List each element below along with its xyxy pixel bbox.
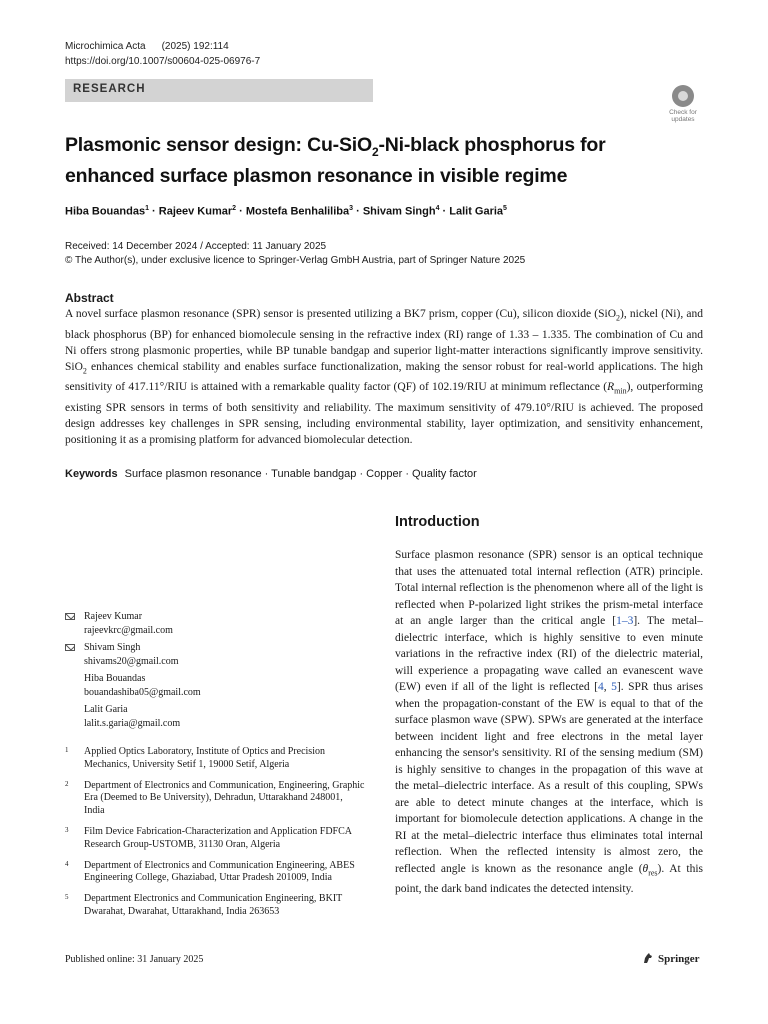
affiliation-item [65,893,365,919]
contact-email[interactable]: bouandashiba05@gmail.com [84,686,201,698]
affiliations-list [65,746,365,927]
affiliation-number: 5 [65,893,69,902]
keywords-label: Keywords [65,468,118,480]
keywords-text: Surface plasmon resonance · Tunable bandgap · Copper · Quality factor [124,468,477,480]
citation-link[interactable]: 1–3 [616,615,634,627]
springer-horse-icon [642,952,654,964]
affiliation-number: 2 [65,779,69,788]
affiliation-item [65,780,365,818]
contact-entry [65,703,365,730]
author-name[interactable]: Rajeev Kumar [158,205,233,218]
affiliation-text: Department of Electronics and Communication Engineering, ABES Engineering College, Ghaziabad, Uttar Pradesh 201009, India [84,859,355,884]
contact-email[interactable]: shivams20@gmail.com [84,655,179,667]
article-type-banner [65,79,373,102]
contact-name: Rajeev Kumar [84,611,143,622]
keywords [65,468,477,480]
affiliation-number: 1 [65,746,69,754]
doi-link[interactable]: https://doi.org/10.1007/s00604-025-06976-7 [65,56,261,67]
citation-link[interactable]: 5 [611,681,617,693]
envelope-icon [65,613,75,620]
received-accepted-dates: Received: 14 December 2024 / Accepted: 11 January 2025 [65,241,327,252]
contact-name: Shivam Singh [84,642,141,653]
contact-name: Lalit Garia [84,704,128,715]
affiliation-item [65,860,365,886]
author-name[interactable]: Mostefa Benhaliliba [245,205,350,218]
check-updates-line2: updates [671,116,695,123]
copyright-notice: © The Author(s), under exclusive licence to Springer-Verlag GmbH Austria, part of Springer Nature 2025 [65,255,526,266]
abstract-heading: Abstract [65,291,114,305]
journal-name: Microchimica Acta [65,41,146,52]
contact-entry [65,641,365,668]
check-updates-icon [672,85,694,107]
envelope-icon [65,644,75,651]
journal-citation [65,41,229,52]
author-name[interactable]: Hiba Bouandas [65,205,146,218]
abstract-body: A novel surface plasmon resonance (SPR) sensor is presented utilizing a BK7 prism, copper (Cu), silicon dioxide (SiO$_2$), nickel (Ni), and black phosphorus (BP) for enhanced biomolecule sensing in the refractive index (RI) range of 1.33 – 1.335. The combination of Cu and Ni offers strong plasmonic properties, while BP tunable bandgap and superior light-matter interactions significantly improve sensitivity. SiO$_2$ enhances chemical stability and enables surface functionalization, making the sensor robust for real-world applications. The high sensitivity of 417.11°/RIU is attained with a remarkable quality factor (QF) of 102.19/RIU at minimum reflectance $(R_{min})$, outperforming existing SPR sensors in terms of both sensitivity and reliability. The maximum sensitivity of 479.10°/RIU is achieved. The proposed design addresses key challenges in SPR sensing, including environmental stability, layer optimization, and sensitivity enhancement, positioning it as a promising platform for advanced biomolecular detection. [65,308,703,447]
contact-entry [65,610,365,637]
affiliation-text: Applied Optics Laboratory, Institute of Optics and Precision Mechanics, University Setif 1, 19000 Setif, Algeria [84,746,325,770]
affiliation-number: 3 [65,825,69,834]
author-name[interactable]: Shivam Singh [362,205,436,218]
corresponding-contacts [65,610,365,734]
publisher-name: Springer [658,953,700,965]
publisher-logo [642,952,700,965]
contact-name: Hiba Bouandas [84,673,146,684]
author-list: Hiba Bouandas$^1$ · Rajeev Kumar$^2$ · Mostefa Benhaliliba$^3$ · Shivam Singh$^4$ · Lalit Garia$^5$ [65,205,507,218]
published-online-date: Published online: 31 January 2025 [65,954,204,965]
introduction-heading: Introduction [395,514,480,530]
affiliation-number: 4 [65,859,69,868]
affiliation-item [65,746,365,772]
contact-entry [65,672,365,699]
affiliation-text: Film Device Fabrication-Characterization and Application FDFCA Research Group-USTOMB, 31130 Oran, Algeria [84,825,352,850]
journal-volume: (2025) 192:114 [161,41,229,52]
affiliation-text: Department of Electronics and Communication, Engineering, Graphic Era (Deemed to Be University), Dehradun, Uttarakhand 248001, India [84,779,365,817]
affiliation-item [65,826,365,852]
contact-email[interactable]: lalit.s.garia@gmail.com [84,717,181,729]
check-updates-line1: Check for [669,109,697,116]
contact-email[interactable]: rajeevkrc@gmail.com [84,624,173,636]
paper-title: Plasmonic sensor design: Cu-SiO$_2$-Ni-black phosphorus for enhanced surface plasmon resonance in visible regime [65,134,606,187]
check-for-updates-badge[interactable] [664,85,702,123]
author-name[interactable]: Lalit Garia [449,205,504,218]
affiliation-text: Department Electronics and Communication Engineering, BKIT Dwarahat, Dwarahat, Uttarakhand, India 263653 [84,893,343,917]
introduction-body: Surface plasmon resonance (SPR) sensor is an optical technique that uses the attenuated total internal reflection (ATR) principle. Total internal reflection is the phenomenon where all of the light is reflected when P-polarized light strikes the prism-metal interface at an angle larger than the critical angle [1–3]. The metal–dielectric interface, which is highly sensitive to even minute variations in the refractive index (RI) of the dielectric material, will experience a propagating wave called an evanescent wave (EW) even if all of the light is reflected [4, 5]. SPR thus arises when the propagation-constant of the EW is equal to that of the surface plasmon wave (SPW). SPWs are generated at the interface between incident light and free electrons in the metal layer enhancing the sensor's sensitivity. RI of the sensing medium (SM) is highly sensitive to changes in the propagation of this wave at the metal–dielectric interface. As a result of this coupling, SPWs are able to detect minute changes at the interface, which is important for biomolecule detection applications. A change in the RI at the metal–dielectric interface thus eliminates total internal reflection. When the reflected intensity is almost zero, the reflected angle is known as the resonance angle $(\theta_{res})$. At this point, the dark band indicates the detected intensity. [395,549,703,896]
citation-link[interactable]: 4 [597,681,604,693]
article-type-label: RESEARCH [73,83,146,95]
